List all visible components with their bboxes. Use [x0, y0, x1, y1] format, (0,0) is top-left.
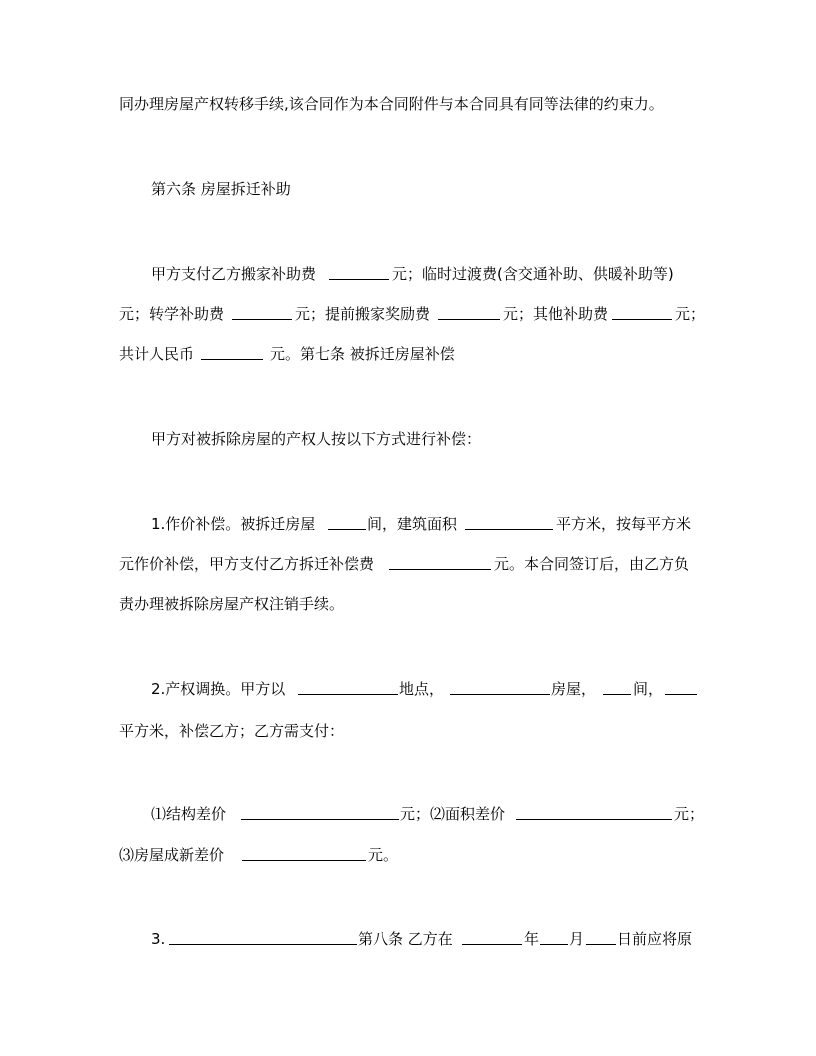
fill-in-blank[interactable]: [603, 694, 631, 695]
text-segment: 1.作价补偿。被拆迁房屋: [151, 515, 316, 533]
paragraph-line: [0, 512, 816, 536]
paragraph-line: [0, 592, 816, 616]
paragraph-line: [0, 427, 816, 451]
fill-in-blank[interactable]: [586, 944, 616, 945]
fill-in-blank[interactable]: [201, 359, 263, 360]
fill-in-blank[interactable]: [438, 319, 500, 320]
fill-in-blank[interactable]: [232, 319, 292, 320]
article-heading: [0, 177, 816, 201]
paragraph-line: [0, 677, 816, 701]
text-segment: 元作价补偿，甲方支付乙方拆迁补偿费: [119, 555, 375, 573]
fill-in-blank[interactable]: [169, 944, 357, 945]
fill-in-blank[interactable]: [612, 319, 672, 320]
text-segment: 元；提前搬家奖励费: [295, 305, 431, 323]
text-segment: 甲方支付乙方搬家补助费: [151, 265, 317, 283]
paragraph-line: [0, 552, 816, 576]
fill-in-blank[interactable]: [462, 944, 522, 945]
fill-in-blank[interactable]: [241, 819, 399, 820]
fill-in-blank[interactable]: [450, 694, 550, 695]
text-segment: 元；: [675, 305, 706, 323]
text-segment: 间，建筑面积: [367, 515, 458, 533]
fill-in-blank[interactable]: [329, 279, 389, 280]
text-segment: 责办理被拆除房屋产权注销手续。: [119, 595, 345, 613]
text-segment: 平方米，补偿乙方；乙方需支付：: [119, 722, 345, 740]
text-segment: 元。: [368, 846, 399, 864]
text-segment: 间，: [633, 680, 664, 698]
text-segment: 地点，: [399, 680, 445, 698]
paragraph-line: [0, 719, 816, 743]
fill-in-blank[interactable]: [242, 860, 366, 861]
text-segment: ⑴结构差价: [151, 805, 227, 823]
text-segment: 2.产权调换。甲方以: [151, 680, 286, 698]
fill-in-blank[interactable]: [389, 569, 491, 570]
text-segment: 3.: [151, 930, 166, 948]
text-segment: 共计人民币: [119, 345, 195, 363]
fill-in-blank[interactable]: [328, 529, 366, 530]
fill-in-blank[interactable]: [665, 694, 697, 695]
text-segment: ⑶房屋成新差价: [119, 846, 225, 864]
text-segment: 元；临时过渡费(含交通补助、供暖补助等): [392, 265, 674, 283]
text-segment: 第六条 房屋拆迁补助: [151, 180, 291, 198]
paragraph-line: [0, 802, 816, 826]
text-segment: 元。本合同签订后，由乙方负: [494, 555, 690, 573]
paragraph-line: [0, 843, 816, 867]
text-segment: 甲方对被拆除房屋的产权人按以下方式进行补偿：: [151, 430, 482, 448]
text-segment: 日前应将原: [617, 930, 693, 948]
paragraph-line: [0, 927, 816, 951]
paragraph-line: [0, 342, 816, 366]
paragraph-line: [0, 262, 816, 286]
fill-in-blank[interactable]: [516, 819, 672, 820]
text-segment: 同办理房屋产权转移手续,该合同作为本合同附件与本合同具有同等法律的约束力。: [119, 95, 664, 113]
text-segment: 元；: [674, 805, 705, 823]
text-segment: 元；⑵面积差价: [400, 805, 506, 823]
text-segment: 第八条 乙方在: [358, 930, 453, 948]
text-segment: 平方米，按每平方米: [556, 515, 692, 533]
text-segment: 元。第七条 被拆迁房屋补偿: [270, 345, 455, 363]
fill-in-blank[interactable]: [465, 529, 553, 530]
paragraph-line: [0, 302, 816, 326]
text-segment: 房屋，: [551, 680, 597, 698]
fill-in-blank[interactable]: [540, 944, 568, 945]
fill-in-blank[interactable]: [298, 694, 398, 695]
text-segment: 元；其他补助费: [503, 305, 609, 323]
text-segment: 年: [524, 930, 540, 948]
paragraph-line: [0, 92, 816, 116]
text-segment: 月: [569, 930, 585, 948]
text-segment: 元；转学补助费: [119, 305, 225, 323]
